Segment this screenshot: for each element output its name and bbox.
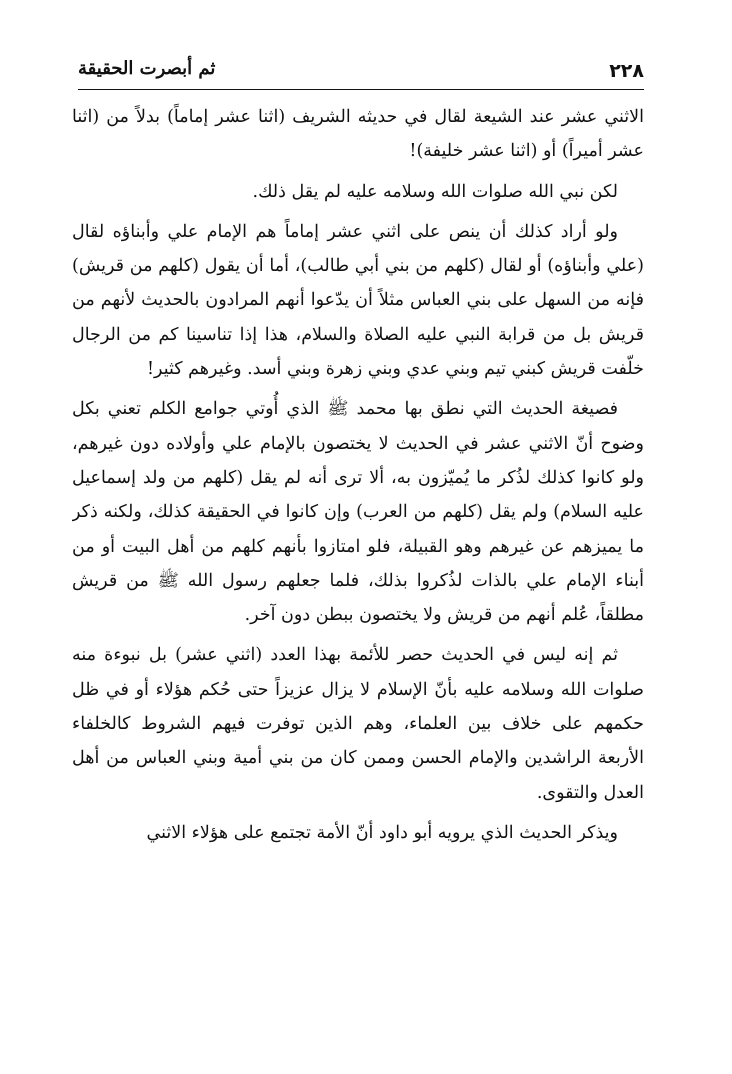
paragraph-1: الاثني عشر عند الشيعة لقال في حديثه الشريف (اثنا عشر إماماً) بدلاً من (اثنا عشر أميراً) أو (اثنا عشر خليفة)! (72, 107, 644, 162)
paragraph-4: فصيغة الحديث التي نطق بها محمد ﷺ الذي أُوتي جوامع الكلم تعني بكل وضوح أنّ الاثني عشر في الحديث لا يختصون بالإمام علي وأولاده دون غيرهم، ولو كانوا كذلك لذُكر ما يُميّزون به، ألا ترى أنه لم يقل (كلهم من ولد إسماعيل عليه السلام) ولم يقل (كلهم من العرب) وإن كانوا في الحقيقة كذلك، ولكنه ذكر ما يميزهم عن غيرهم وهو القبيلة، فلو امتازوا بأنهم كلهم من أهل البيت أو من أبناء الإمام علي بالذات لذُكروا بذلك، فلما جعلهم رسول الله ﷺ من قريش مطلقاً، عُلم أنهم من قريش ولا يختصون ببطن دون آخر. (72, 399, 644, 626)
header-divider (78, 89, 644, 90)
paragraph-5: ثم إنه ليس في الحديث حصر للأئمة بهذا العدد (اثني عشر) بل نبوءة منه صلوات الله وسلامه عليه بأنّ الإسلام لا يزال عزيزاً حتى حُكم هؤلاء أو في ظل حكمهم على خلاف بين العلماء، وهم الذين توفرت فيهم الشروط كالخلفاء الأربعة الراشدين والإمام الحسن وممن كان من بني أمية وبني العباس من أهل العدل والتقوى. (72, 645, 644, 803)
running-title: ثم أبصرت الحقيقة (78, 58, 216, 79)
paragraph-2: لكن نبي الله صلوات الله وسلامه عليه لم يقل ذلك. (252, 181, 618, 202)
paragraph-6: ويذكر الحديث الذي يرويه أبو داود أنّ الأمة تجتمع على هؤلاء الاثني (146, 822, 618, 843)
page-header (78, 58, 644, 86)
paragraph-3: ولو أراد كذلك أن ينص على اثني عشر إماماً هم الإمام علي وأبناؤه لقال (علي وأبناؤه) أو لقال (كلهم من بني أبي طالب)، أما أن يقول (كلهم من قريش) فإنه من السهل على بني العباس مثلاً أن يدّعوا أنهم المرادون بالحديث لأنهم من قريش بل من قرابة النبي عليه الصلاة والسلام، هذا إذا تناسينا كم من الرجال خلّفت قريش كبني تيم وبني عدي وبني زهرة وبني أسد. وغيرهم كثير! (72, 221, 644, 380)
page-number: ٢٢٨ (609, 60, 644, 82)
body-text (72, 100, 644, 1060)
